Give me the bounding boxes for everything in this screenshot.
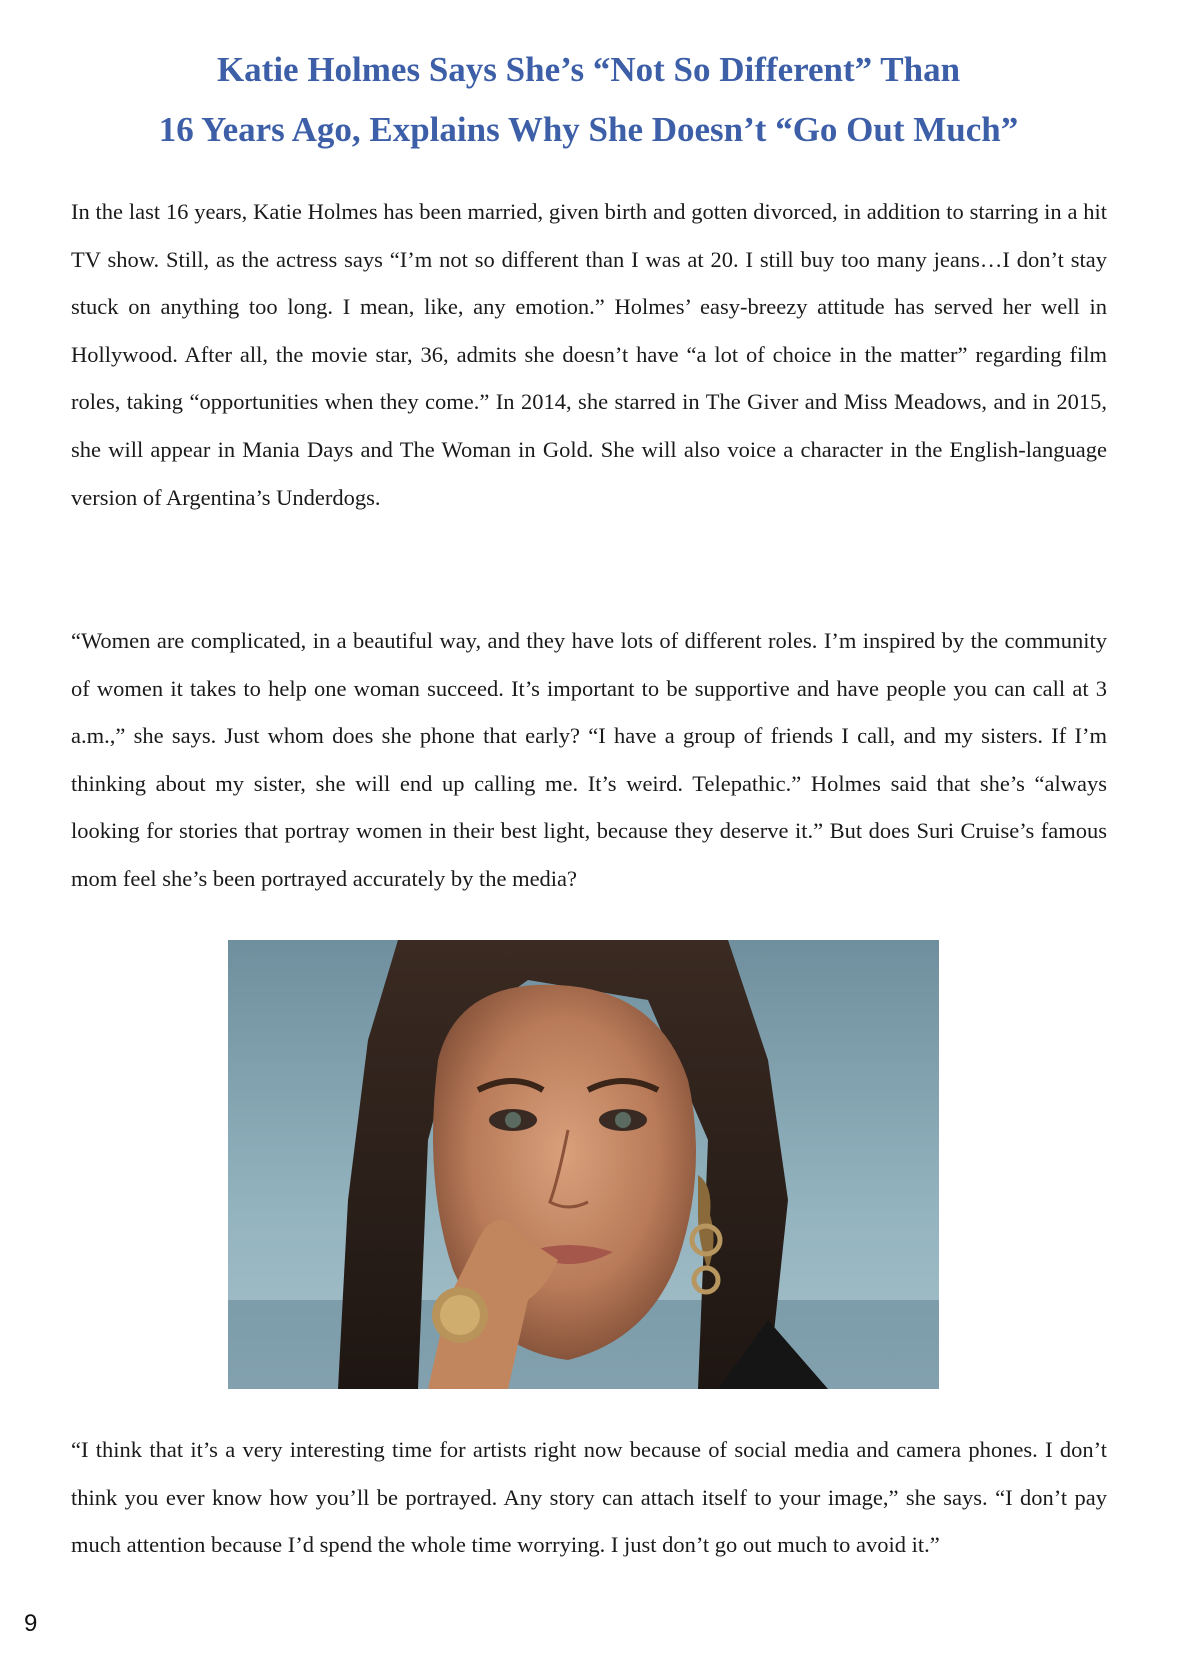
article-headline bbox=[70, 40, 1107, 160]
article-paragraph-3: “I think that it’s a very interesting time for artists right now because of social media and camera phones. I don’t think you ever know how you’ll be portrayed. Any story can attach itself to your image,” she says. “I don’t pay much attention because I’d spend the whole time worrying. I just don’t go out much to avoid it.” bbox=[71, 1437, 1107, 1558]
portrait-illustration bbox=[228, 940, 939, 1389]
portrait-photo bbox=[228, 940, 939, 1389]
article-paragraph-2: “Women are complicated, in a beautiful way, and they have lots of different roles. I’m inspired by the community of women it takes to help one woman succeed. It’s important to be supportive and have people you can call at 3 a.m.,” she says. Just whom does she phone that early? “I have a group of friends I call, and my sisters. If I’m thinking about my sister, she will end up calling me. It’s weird. Telepathic.” Holmes said that she’s “always looking for stories that portray women in their best light, because they deserve it.” But does Suri Cruise’s famous mom feel she’s been portrayed accurately by the media? bbox=[71, 628, 1107, 891]
headline-line-1: Katie Holmes Says She’s “Not So Different” Than bbox=[216, 50, 961, 89]
headline-line-2: 16 Years Ago, Explains Why She Doesn’t “Go Out Much” bbox=[158, 110, 1019, 149]
article-paragraph-1: In the last 16 years, Katie Holmes has been married, given birth and gotten divorced, in addition to starring in a hit TV show. Still, as the actress says “I’m not so different than I was at 20. I still buy too many jeans…I don’t stay stuck on anything too long. I mean, like, any emotion.” Holmes’ easy-breezy attitude has served her well in Hollywood. After all, the movie star, 36, admits she doesn’t have “a lot of choice in the matter” regarding film roles, taking “opportunities when they come.” In 2014, she starred in The Giver and Miss Meadows, and in 2015, she will appear in Mania Days and The Woman in Gold. She will also voice a character in the English-language version of Argentina’s Underdogs. bbox=[71, 199, 1107, 510]
page-number: 9 bbox=[24, 1610, 38, 1637]
